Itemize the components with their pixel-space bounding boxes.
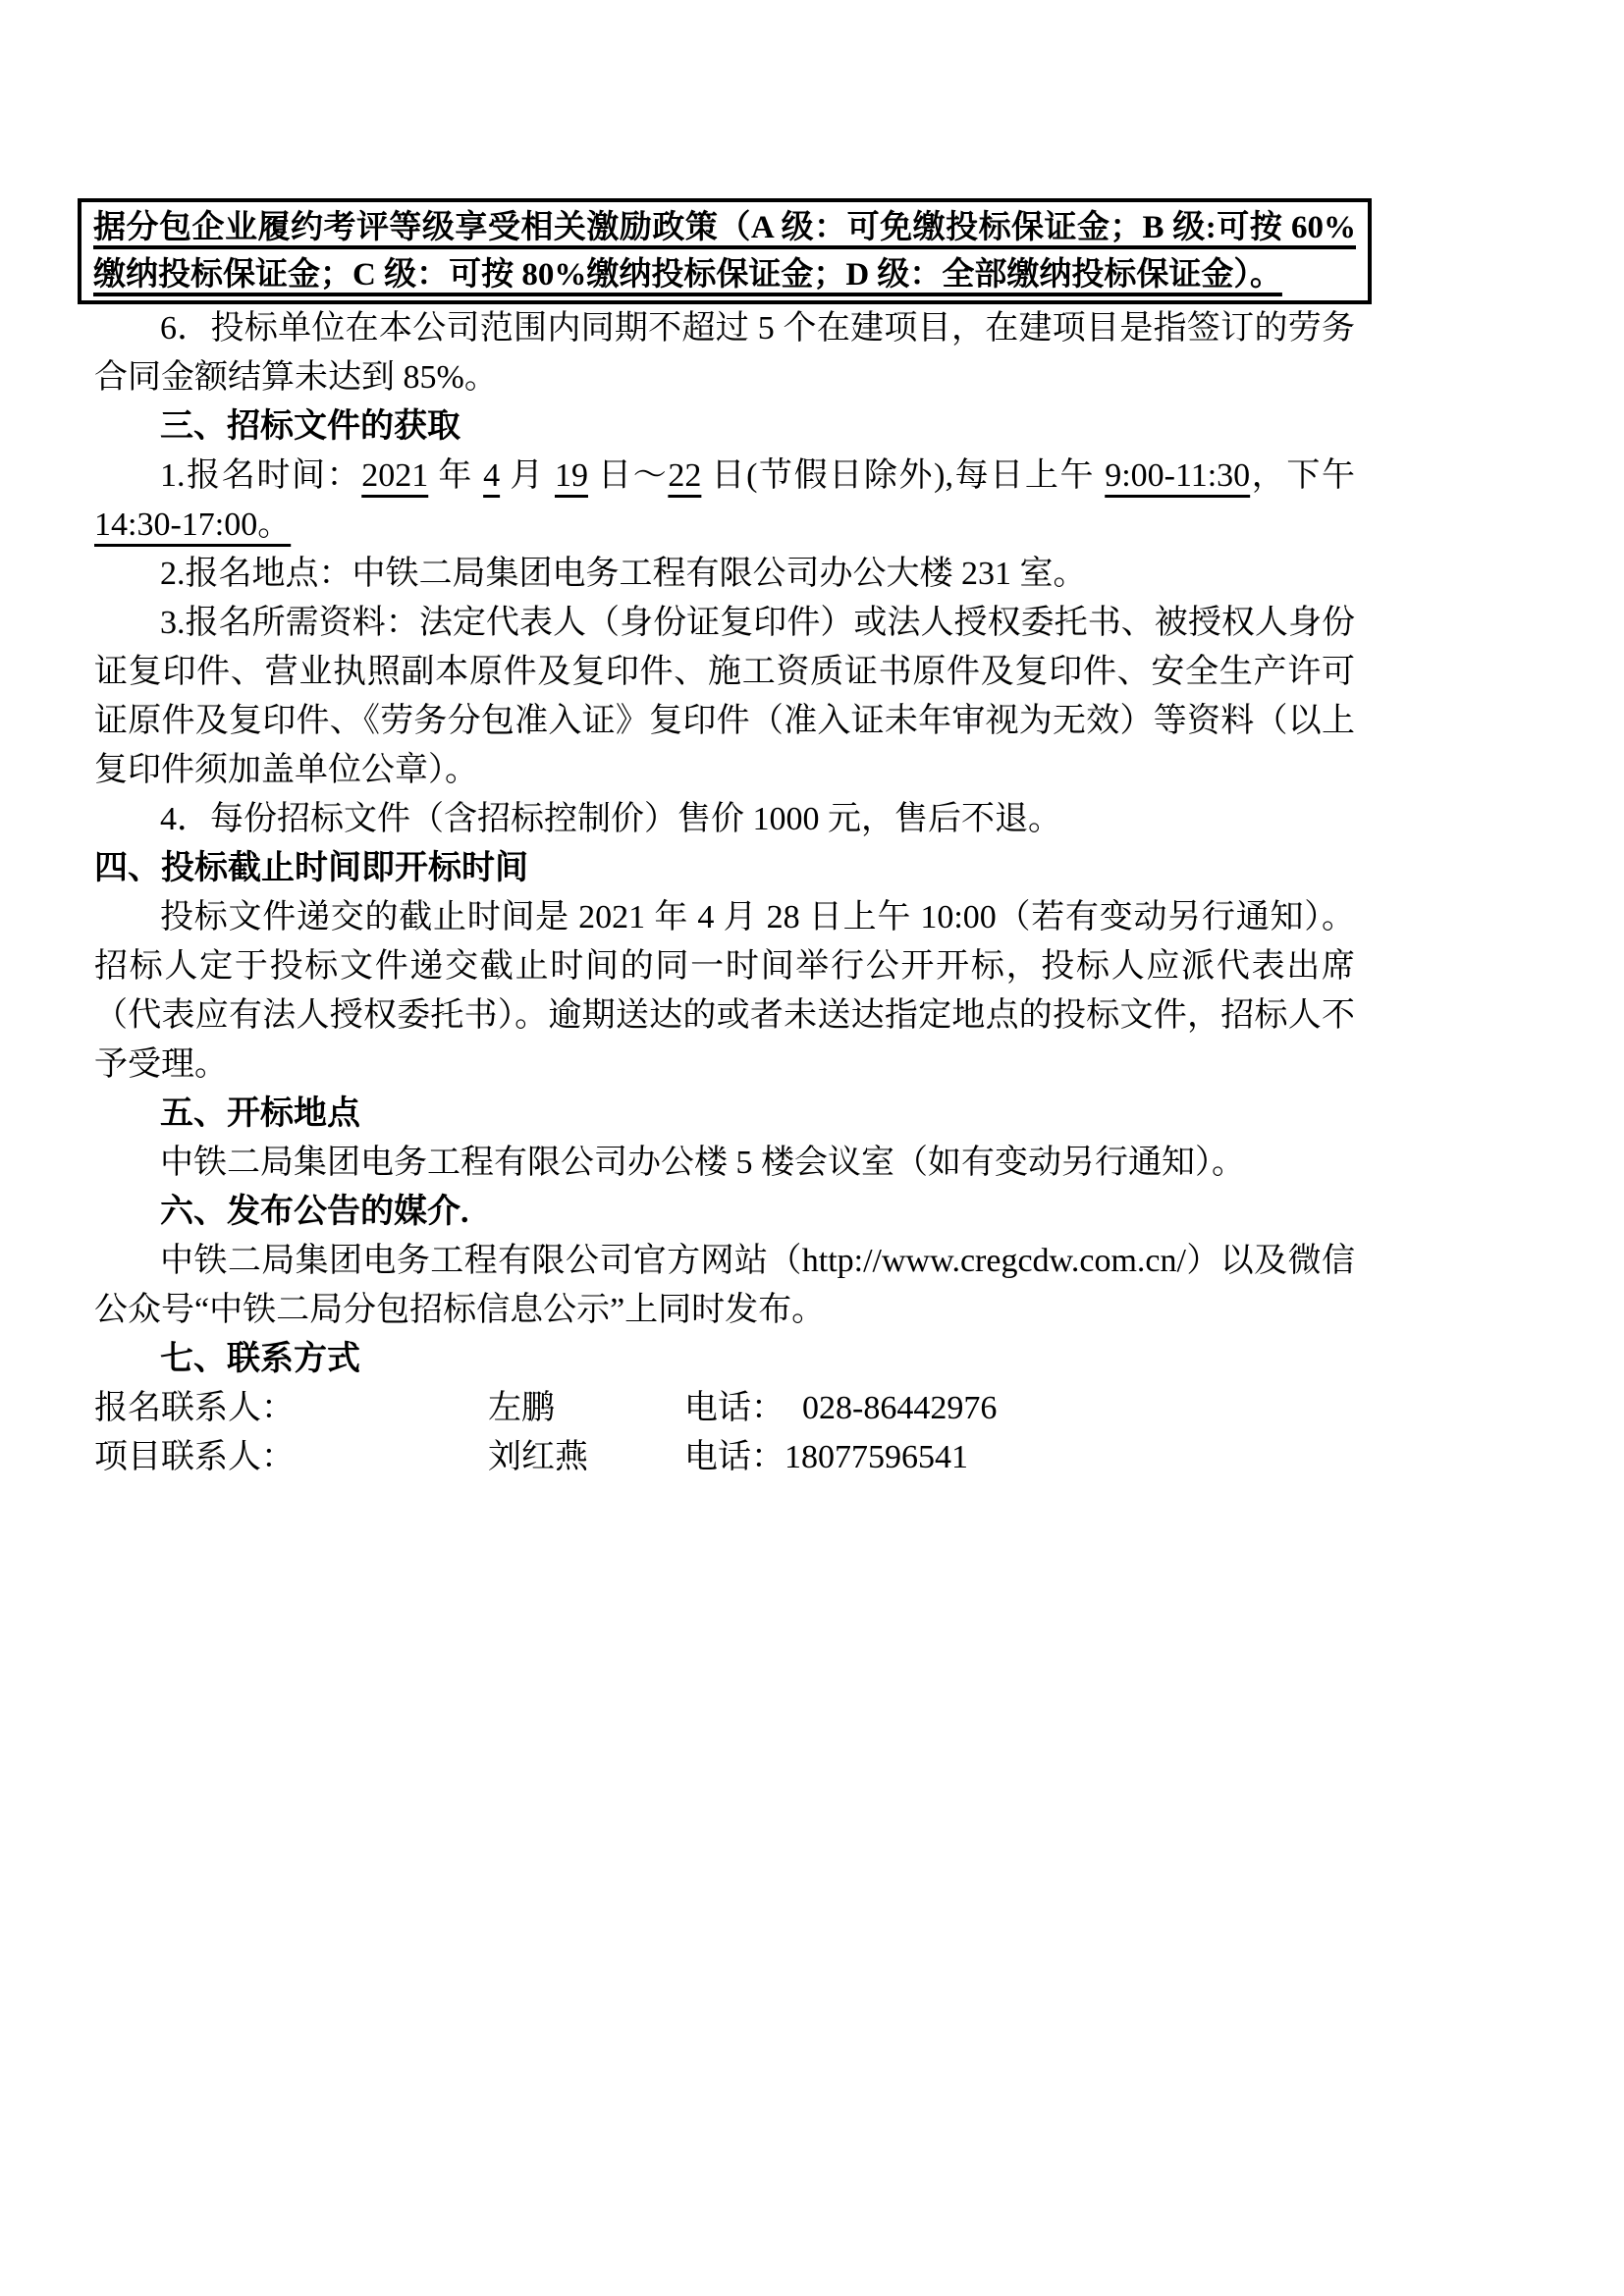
section-heading-4: 四、投标截止时间即开标时间: [94, 850, 528, 886]
section-heading-3: 三、招标文件的获取: [160, 408, 460, 445]
contact-phone-number: 18077596541: [785, 1439, 968, 1475]
contact-label: 项目联系人：: [94, 1439, 295, 1475]
paragraph-signup-place: 2.报名地点：中铁二局集团电务工程有限公司办公大楼 231 室。: [160, 556, 1087, 592]
underlined-text-segment: 2021: [361, 457, 429, 494]
document-content: [94, 198, 1355, 1482]
underlined-text-segment: 22: [668, 457, 702, 494]
contact-row-signup: [94, 1384, 1355, 1433]
text-segment: 日～: [587, 457, 669, 494]
section-heading-5: 五、开标地点: [160, 1095, 360, 1132]
text-segment: 日(节假日除外),每日上午: [701, 457, 1106, 494]
paragraph-bid-deadline: 投标文件递交的截止时间是 2021 年 4 月 28 日上午 10:00（若有变动另行通知）。招标人定于投标文件递交截止时间的同一时间举行公开开标，投标人应派代表出席（代表应有法人授权委托书）。逾期送达的或者未送达指定地点的投标文件，招标人不予受理。: [94, 899, 1355, 1083]
paragraph-item-6: 6．投标单位在本公司范围内同期不超过 5 个在建项目，在建项目是指签订的劳务合同金额结算未达到 85%。: [94, 310, 1355, 396]
underlined-text-segment: 14:30-17:00。: [94, 507, 292, 543]
notice-box: [78, 198, 1372, 304]
contact-name: 刘红燕: [488, 1439, 588, 1475]
contact-phone-label: 电话：: [684, 1390, 785, 1426]
paragraph-document-price: 4．每份招标文件（含招标控制价）售价 1000 元，售后不退。: [160, 801, 1061, 837]
contact-phone-label: 电话：: [684, 1439, 785, 1475]
paragraph-signup-time: [94, 452, 1355, 550]
section-heading-6: 六、发布公告的媒介.: [160, 1194, 469, 1230]
paragraph-bid-opening-place: 中铁二局集团电务工程有限公司办公楼 5 楼会议室（如有变动另行通知）。: [160, 1145, 1245, 1181]
paragraph-announcement-media: 中铁二局集团电务工程有限公司官方网站（http://www.cregcdw.com.cn/）以及微信公众号“中铁二局分包招标信息公示”上同时发布。: [94, 1243, 1355, 1328]
notice-text: 据分包企业履约考评等级享受相关激励政策（A 级：可免缴投标保证金；B 级:可按 60%缴纳投标保证金；C 级：可按 80%缴纳投标保证金；D 级：全部缴纳投标保证金）。: [93, 210, 1356, 293]
contact-label: 报名联系人：: [94, 1390, 295, 1426]
text-segment: 1.报名时间：: [160, 457, 362, 494]
section-heading-7: 七、联系方式: [160, 1341, 360, 1377]
contact-phone-number: 028-86442976: [802, 1390, 998, 1426]
text-segment: 月: [500, 457, 555, 494]
paragraph-signup-materials: 3.报名所需资料：法定代表人（身份证复印件）或法人授权委托书、被授权人身份证复印件、营业执照副本原件及复印件、施工资质证书原件及复印件、安全生产许可证原件及复印件、《劳务分包准入证》复印件（准入证未年审视为无效）等资料（以上复印件须加盖单位公章）。: [94, 605, 1355, 788]
contact-row-project: [94, 1433, 1355, 1482]
text-segment: 年: [428, 457, 484, 494]
underlined-text-segment: 19: [554, 457, 588, 494]
underlined-text-segment: 9:00-11:30: [1105, 457, 1251, 494]
underlined-text-segment: 4: [483, 457, 501, 494]
contact-name: 左鹏: [488, 1390, 555, 1426]
text-segment: ，下午: [1250, 457, 1356, 494]
